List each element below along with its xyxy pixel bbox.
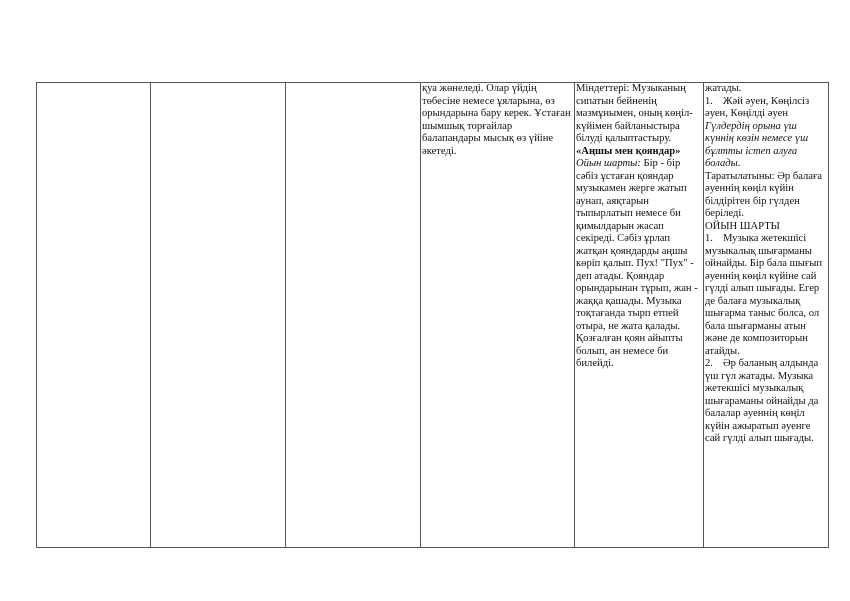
- table-cell-col3: [286, 83, 421, 548]
- list-number: 2.: [705, 358, 713, 369]
- game-description-continued: қуа жөнеледі. Олар үйдің төбесіне немесе ұяларына, өз орындарына бару керек. Ұстаған шымшық торғайлар балапандары мысық өз үйіне әкетеді.: [422, 83, 571, 157]
- lesson-plan-table: [36, 82, 829, 548]
- table-row: [37, 83, 829, 548]
- rules-label: Ойын шарты:: [576, 158, 641, 169]
- rule-text: Әр баланың алдында үш гүл жатады. Музыка жетекшісі музыкалық шығараманы ойнайды да балалар әуеннің көңіл күйін ажыратып әуенге сай гүлді алып шығады.: [705, 358, 819, 444]
- table-cell-col6: [704, 83, 829, 548]
- table-cell-col4: [421, 83, 575, 548]
- rule-text: Музыка жетекшісі музыкалық шығарманы ойнайды. Бір бала шығып әуеннің көңіл күйіне сай гүлді алып шығады. Егер де балаға музыкалық шығарма таныс болса, ол бала шығарманы атын және де композиторын атайды.: [705, 233, 823, 357]
- intro-text: жатады.: [705, 83, 742, 94]
- list-number: 1.: [705, 95, 713, 107]
- list-item: [705, 96, 827, 121]
- list-item: [705, 358, 827, 446]
- list-number: 1.: [705, 233, 713, 244]
- table-cell-col2: [151, 83, 286, 548]
- game-title: «Аңшы мен қояндар»: [576, 145, 681, 157]
- tasks-paragraph: Міндеттері: Музыканың сипатын бейненің мазмұнымен, оның көңіл-күйімен байланыстыра білуді қалыптастыру.: [576, 83, 693, 144]
- rules-text: Бір - бір сәбіз ұстаған қояндар музыкамен жерге жатып аунап, аяқтарын тыпырлатып немесе би қимылдарын жасап секіреді. Сәбіз ұрлап жатқан қояндарды аңшы көріп қалып. Пух! "Пух" - деп атады. Қояндар орындарынан тұрып, жан - жаққа қашады. Музыка тоқтағанда тырп етпей отыра, не жата қалады. Қозғалған қоян айыпты болып, ән немесе би билейді.: [576, 158, 698, 369]
- list-item: [705, 233, 827, 358]
- melody-types: Жәй әуен, Көңілсіз әуен, Көңілді әуен: [705, 95, 810, 119]
- handout-text: Таратылатыны: Әр балаға әуеннің көңіл күйін білдірітен бір гүлден беріледі.: [705, 170, 823, 219]
- table-cell-col1: [37, 83, 151, 548]
- rules-heading: ОЙЫН ШАРТЫ: [705, 220, 780, 232]
- game-rules-paragraph: [576, 158, 702, 371]
- table-cell-col5: [575, 83, 704, 548]
- flower-note: Гүлдердің орына үш күннің көзін немесе үш бұлтты істеп алуға болады.: [705, 120, 809, 169]
